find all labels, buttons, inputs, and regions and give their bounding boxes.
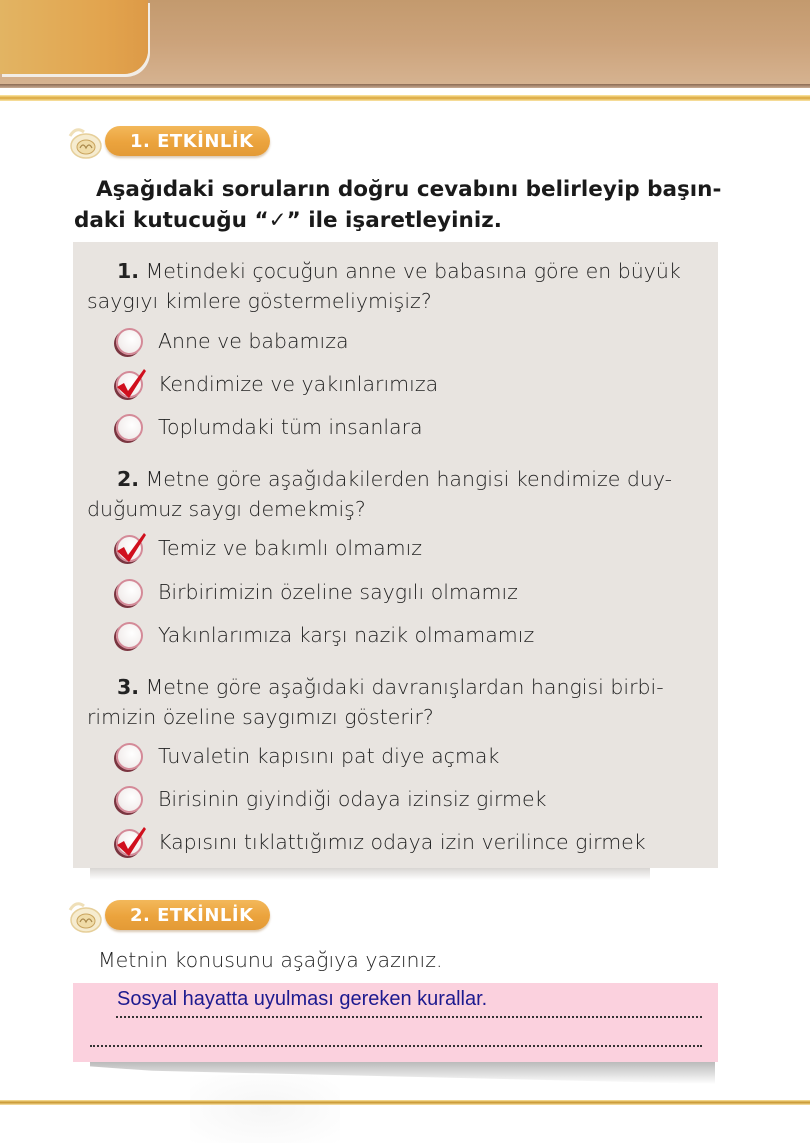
instruction-line-1: Aşağıdaki soruların doğru cevabını belirleyip başın- <box>96 177 722 202</box>
q1-option-c[interactable] <box>114 410 423 444</box>
radio-button-checked[interactable] <box>114 369 146 399</box>
q2-option-b[interactable] <box>114 575 518 609</box>
question-number: 3. <box>117 675 140 699</box>
answer-panel-shadow <box>90 1062 715 1084</box>
check-mark-icon <box>114 825 148 859</box>
option-label: Birisinin giyindiği odaya izinsiz girmek <box>158 787 547 811</box>
header-tab <box>0 0 148 74</box>
question-text-cont: rimizin özeline saygımızı gösterir? <box>87 705 434 729</box>
option-label: Kendimize ve yakınlarımıza <box>158 372 439 396</box>
activity-2-title: 2. ETKİNLİK <box>130 905 254 926</box>
activity-1-title: 1. ETKİNLİK <box>130 131 254 152</box>
q2-option-c[interactable] <box>114 618 534 652</box>
radio-button-checked[interactable] <box>114 827 146 857</box>
q1-option-a[interactable] <box>114 324 349 358</box>
q1-option-b[interactable] <box>114 367 438 401</box>
q3-option-b[interactable] <box>114 782 547 816</box>
option-label: Birbirimizin özeline saygılı olmamız <box>158 580 518 604</box>
radio-button[interactable] <box>114 326 146 356</box>
option-label: Anne ve babamıza <box>158 329 349 353</box>
flower-ornament-icon <box>64 124 104 160</box>
option-label: Kapısını tıklattığımız odaya izin verilince girmek <box>158 830 646 854</box>
activity-1-badge <box>60 122 300 158</box>
answer-text[interactable]: Sosyal hayatta uyulması gereken kurallar. <box>117 988 488 1010</box>
q3-option-a[interactable] <box>114 739 499 773</box>
question-text: Metne göre aşağıdaki davranışlardan hangisi birbi- <box>139 675 664 699</box>
q2-option-a[interactable] <box>114 531 422 565</box>
question-number: 2. <box>117 467 140 491</box>
activity-2-badge <box>60 896 300 932</box>
radio-button[interactable] <box>114 412 146 442</box>
footer-glow <box>190 1075 340 1143</box>
question-number: 1. <box>117 259 140 283</box>
footer-gold-line <box>0 1100 810 1105</box>
header-gold-line <box>0 95 810 101</box>
header-divider <box>0 84 810 88</box>
instruction-line-2: daki kutucuğu “✓” ile işaretleyiniz. <box>74 208 502 233</box>
question-text-cont: duğumuz saygı demekmiş? <box>87 497 366 521</box>
radio-button[interactable] <box>114 741 146 771</box>
radio-button-checked[interactable] <box>114 533 146 563</box>
radio-button[interactable] <box>114 620 146 650</box>
quiz-panel-shadow <box>90 868 650 880</box>
question-1 <box>87 256 707 316</box>
activity-2-instruction: Metnin konusunu aşağıya yazınız. <box>98 948 443 972</box>
option-label: Temiz ve bakımlı olmamız <box>158 536 423 560</box>
question-2 <box>87 464 707 524</box>
option-label: Toplumdaki tüm insanlara <box>158 415 423 439</box>
question-text: Metindeki çocuğun anne ve babasına göre en büyük <box>139 259 681 283</box>
option-label: Yakınlarımıza karşı nazik olmamamız <box>158 623 535 647</box>
check-mark-icon <box>114 531 148 565</box>
flower-ornament-icon <box>64 898 104 934</box>
radio-button[interactable] <box>114 784 146 814</box>
answer-line-1[interactable] <box>116 1016 702 1018</box>
question-text: Metne göre aşağıdakilerden hangisi kendimize duy- <box>139 467 673 491</box>
activity-1-instruction <box>74 174 734 236</box>
check-mark-icon <box>114 367 148 401</box>
radio-button[interactable] <box>114 577 146 607</box>
q3-option-c[interactable] <box>114 825 646 859</box>
option-label: Tuvaletin kapısını pat diye açmak <box>158 744 500 768</box>
question-3 <box>87 672 707 732</box>
answer-line-2[interactable] <box>90 1045 702 1047</box>
question-text-cont: saygıyı kimlere göstermeliymişiz? <box>87 289 432 313</box>
